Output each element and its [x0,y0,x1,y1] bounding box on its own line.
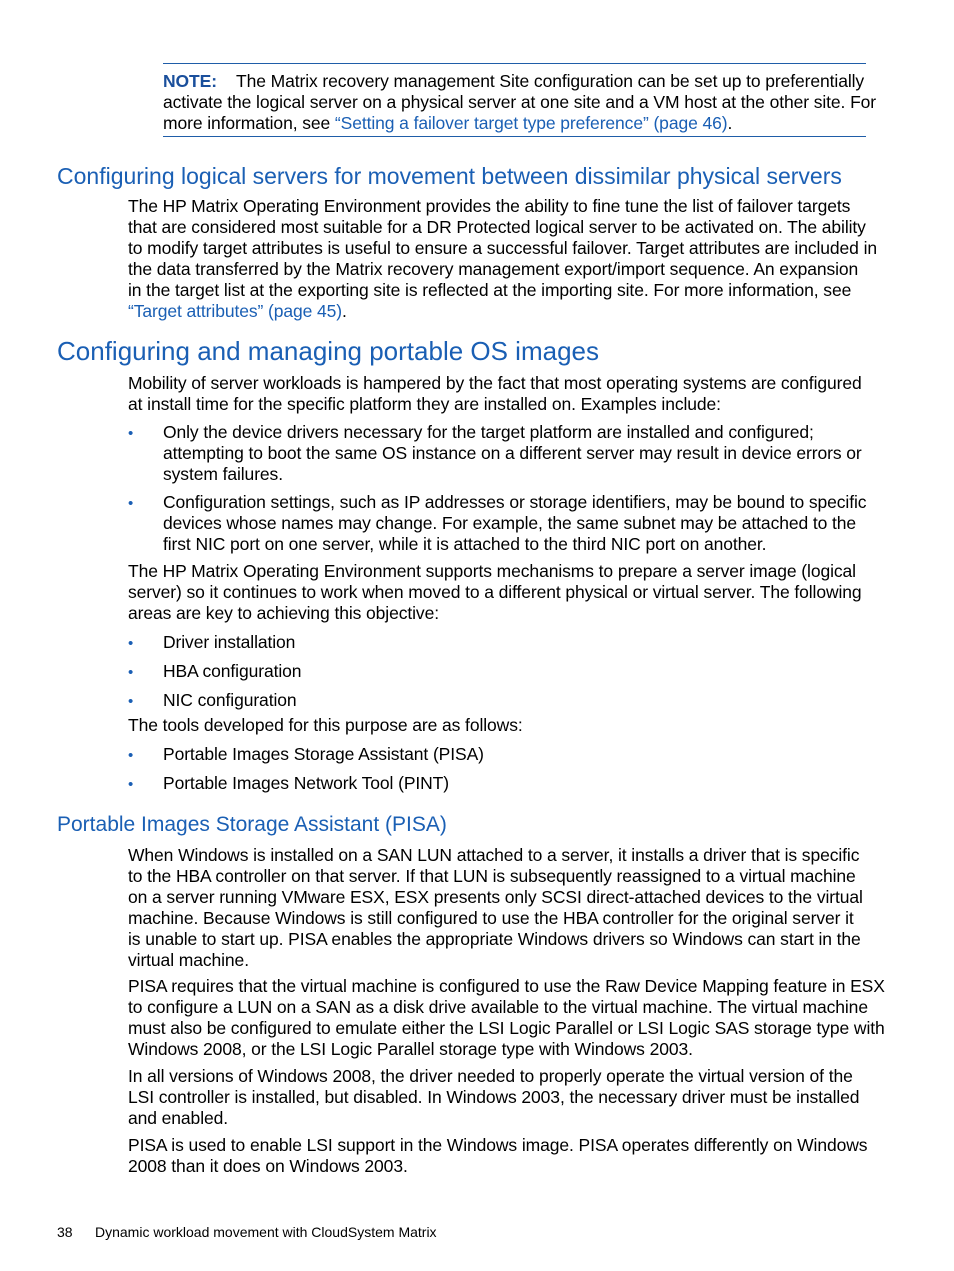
note-line-2: activate the logical server on a physical server at one site and a VM host at the other site. For [163,92,877,112]
section2-paragraph-2: The HP Matrix Operating Environment supports mechanisms to prepare a server image (logical server) so it continues to work when moved to a different physical or virtual server. The following areas are key to achieving this objective: [128,561,862,623]
bullet-icon: • [128,425,134,442]
bullet-icon: • [128,664,134,681]
list-item: Portable Images Storage Assistant (PISA) [163,744,484,764]
pisa-paragraph-2: PISA requires that the virtual machine is configured to use the Raw Device Mapping feature in ESX to configure a LUN on a SAN as a disk drive available to the virtual machine. The virtual machine must also be configured to emulate either the LSI Logic Parallel or LSI Logic SAS storage type with Windows 2008, or the LSI Logic Parallel storage type with Windows 2003. [128,976,885,1059]
note-line-1 [163,71,866,92]
note-label: NOTE: [163,71,217,91]
page-number: 38 [57,1224,73,1240]
section-heading-pisa: Portable Images Storage Assistant (PISA) [57,813,447,836]
bullet-icon: • [128,747,134,764]
pisa-paragraph-1: When Windows is installed on a SAN LUN attached to a server, it installs a driver that is specific to the HBA controller on that server. If that LUN is subsequently reassigned to a virtual machine on a server running VMware ESX, ESX presents only SCSI direct-attached devices to the virtual machine. Because Windows is still configured to use the HBA controller for the original server it is unable to start up. PISA enables the appropriate Windows drivers so Windows can start in the virtual machine. [128,845,863,970]
section2-intro: Mobility of server workloads is hampered by the fact that most operating systems are configured at install time for the specific platform they are installed on. Examples include: [128,373,862,414]
section-heading-portable-os-images: Configuring and managing portable OS images [57,336,600,366]
note-line-3: more information, see “Setting a failover target type preference” (page 46). [163,113,733,133]
pisa-paragraph-3: In all versions of Windows 2008, the driver needed to properly operate the virtual version of the LSI controller is installed, but disabled. In Windows 2003, the necessary driver must be installed and enabled. [128,1066,860,1128]
pisa-paragraph-4: PISA is used to enable LSI support in the Windows image. PISA operates differently on Windows 2008 than it does on Windows 2003. [128,1135,868,1176]
target-attributes-link[interactable]: “Target attributes” (page 45) [128,301,343,321]
list-item: Portable Images Network Tool (PINT) [163,773,450,793]
bullet-icon: • [128,635,134,652]
bullet-icon: • [128,693,134,710]
list-item: Only the device drivers necessary for the target platform are installed and configured; attempting to boot the same OS instance on a different server may result in device errors or system failures. [163,422,862,484]
note-text: The Matrix recovery management Site configuration can be set up to preferentially [236,71,865,91]
list-item: Driver installation [163,632,296,652]
section1-paragraph: The HP Matrix Operating Environment provides the ability to fine tune the list of failover targets that are considered most suitable for a DR Protected logical server to be activated on. The ability to modify target attributes is useful to ensure a successful failover. Target attributes are included in the data transferred by the Matrix recovery management export/import sequence. An expansion in the target list at the exporting site is reflected at the importing site. For more information, see “Target attributes” (page 45). [128,196,877,321]
list-item: NIC configuration [163,690,297,710]
bullet-icon: • [128,495,134,512]
list-item: Configuration settings, such as IP addresses or storage identifiers, may be bound to specific devices whose names may change. For example, the same subnet may be attached to the first NIC port on one server, while it is attached to the third NIC port on another. [163,492,867,554]
tools-intro: The tools developed for this purpose are as follows: [128,715,523,735]
failover-target-link[interactable]: “Setting a failover target type preference” (page 46) [334,113,728,133]
footer-title: Dynamic workload movement with CloudSystem Matrix [95,1224,437,1240]
note-box [163,63,877,137]
section-heading-dissimilar-servers: Configuring logical servers for movement between dissimilar physical servers [57,163,842,189]
bullet-icon: • [128,776,134,793]
list-item: HBA configuration [163,661,302,681]
